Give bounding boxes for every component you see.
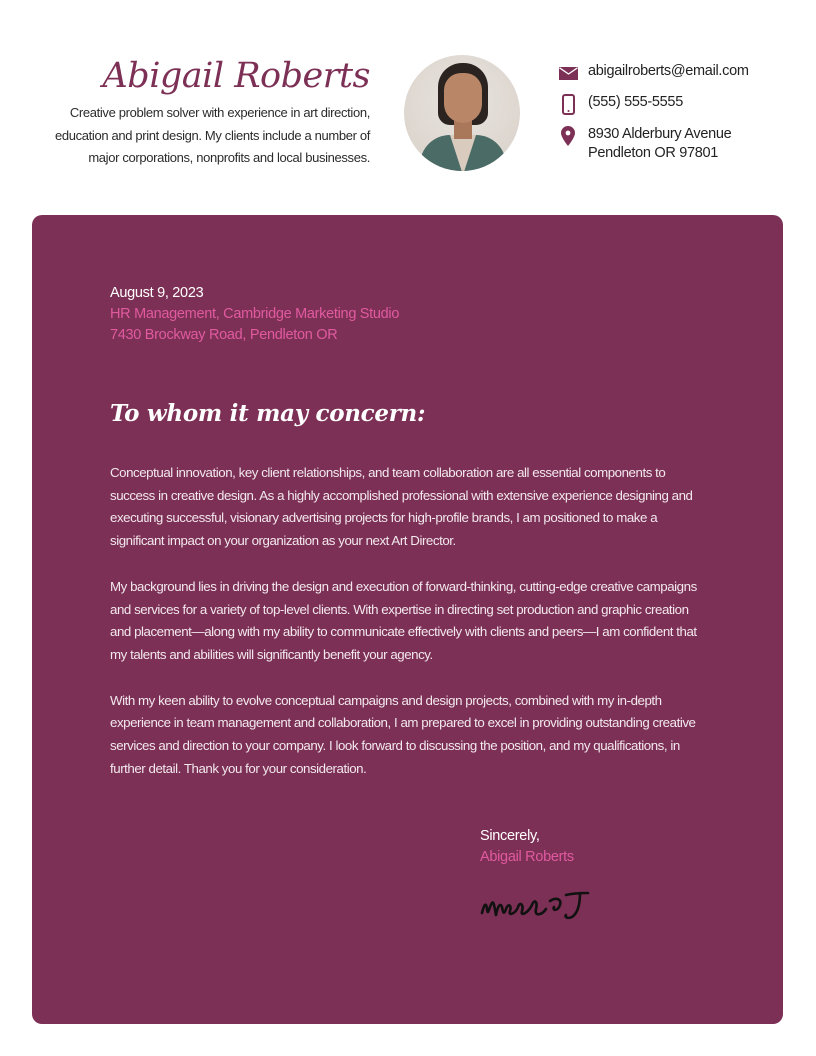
contact-email: [558, 62, 749, 84]
photo-face: [444, 73, 482, 123]
letter-paragraph: Conceptual innovation, key client relationships, and team collaboration are all essential components to success in creative design. As a highly accomplished professional with extensive experience designing and executing successful, visionary advertising projects for high-profile brands, I am positioned to make a significant impact on your organization as your next Art Director.: [110, 465, 693, 549]
letter-date: August 9, 2023: [110, 285, 204, 301]
map-pin-icon: [558, 125, 578, 147]
resume-header: [0, 0, 816, 200]
envelope-icon: [558, 62, 578, 84]
letter-paragraph: With my keen ability to evolve conceptual campaigns and design projects, combined with my in-depth experience in team management and collaboration, I am prepared to excel in providing outstanding creative services and direction to your company. I look forward to discussing the position, and my qualifications, in further detail. Thank you for your consideration.: [110, 692, 696, 776]
address-text: [588, 125, 731, 163]
applicant-name: Abigail Roberts: [102, 56, 370, 96]
applicant-summary: Creative problem solver with experience in art direction, education and print design. My clients include a number of major corporations, nonprofits and local businesses.: [54, 105, 370, 165]
letter-panel: [32, 215, 783, 1024]
profile-photo: [404, 55, 520, 171]
phone-text[interactable]: (555) 555-5555: [588, 94, 683, 110]
address-line-1: 8930 Alderbury Avenue: [588, 126, 732, 142]
recipient-line-2: 7430 Brockway Road, Pendleton OR: [110, 327, 338, 343]
letter-greeting: To whom it may concern:: [110, 400, 426, 427]
letter-meta: [110, 283, 710, 346]
recipient-line-1: HR Management, Cambridge Marketing Studio: [110, 306, 400, 322]
signer-name: Abigail Roberts: [480, 849, 574, 865]
contact-phone: [558, 93, 683, 115]
mobile-phone-icon: [558, 93, 578, 115]
contact-address: [558, 125, 731, 163]
closing-text: Sincerely,: [480, 828, 540, 844]
letter-closing: [480, 826, 574, 868]
email-text[interactable]: abigailroberts@email.com: [588, 63, 749, 79]
letter-body: [110, 462, 710, 803]
address-line-2: Pendleton OR 97801: [588, 145, 719, 161]
letter-paragraph: My background lies in driving the design and execution of forward-thinking, cutting-edge creative campaigns and services for a variety of top-level clients. With expertise in directing set production and graphic creation and placement—along with my ability to communicate effectively with clients and peers—I am confident that my talents and abilities will significantly benefit your agency.: [110, 578, 697, 662]
signature-image: [480, 887, 592, 923]
